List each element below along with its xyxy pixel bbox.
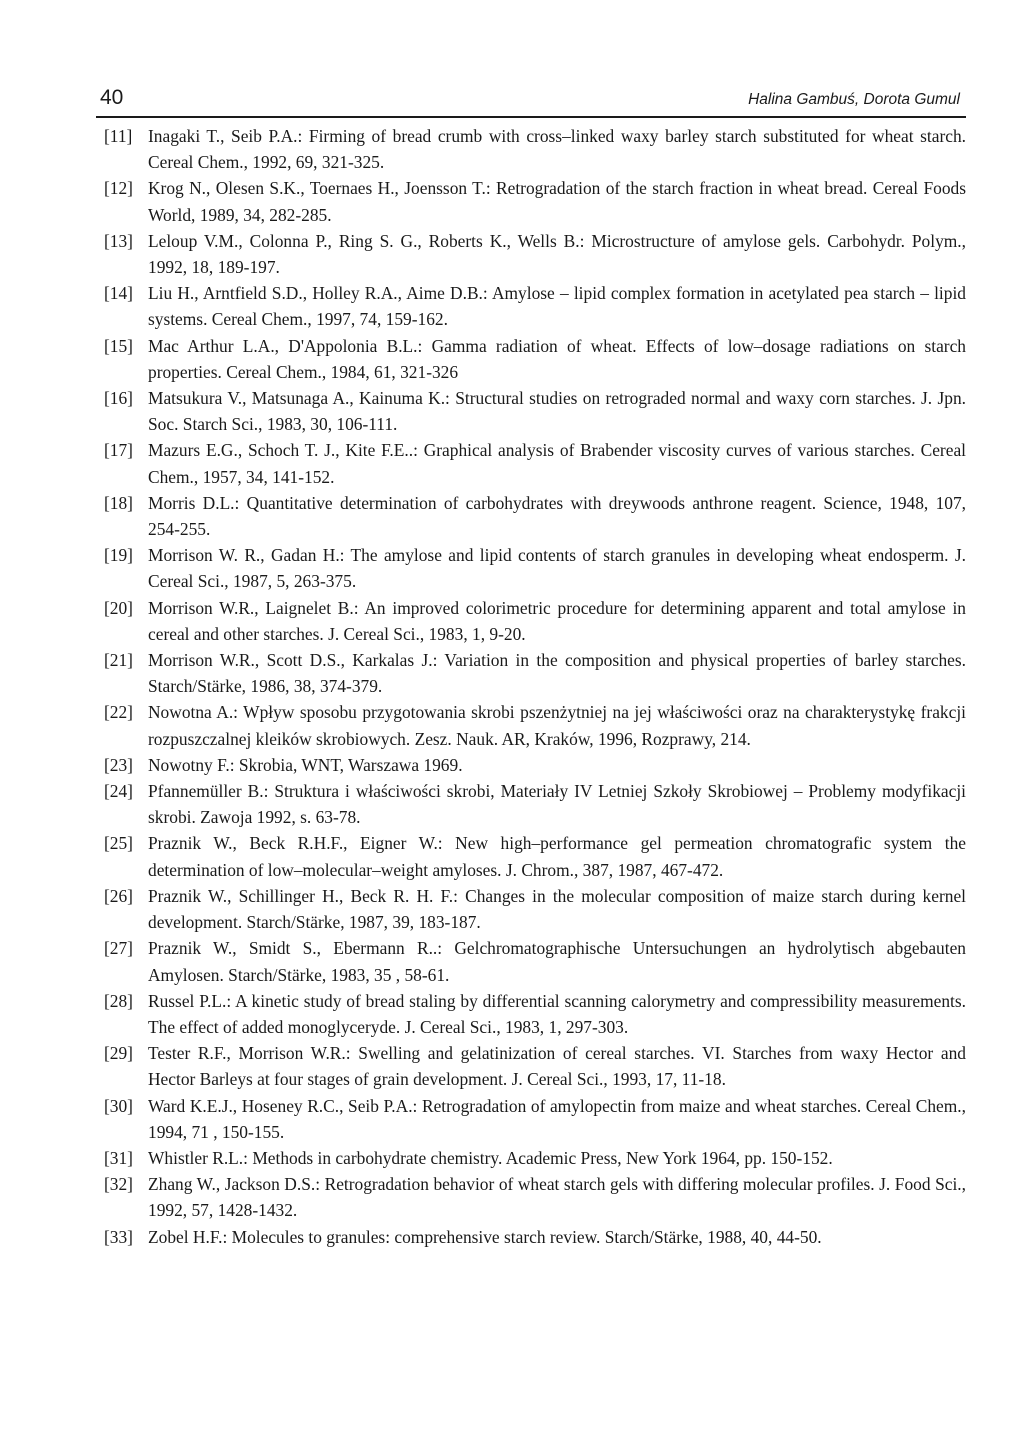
- reference-text: Whistler R.L.: Methods in carbohydrate chemistry. Academic Press, New York 1964, pp. 150-152.: [148, 1147, 833, 1168]
- reference-number: [21]: [104, 650, 133, 671]
- reference-item: [104, 175, 966, 227]
- reference-text: Morrison W.R., Scott D.S., Karkalas J.: Variation in the composition and physical properties of barley starches. Starch/Stärke, 1986, 38, 374-379.: [148, 650, 966, 697]
- reference-number: [27]: [104, 938, 133, 959]
- reference-number: [28]: [104, 990, 133, 1011]
- page-header: [96, 84, 966, 118]
- reference-item: [104, 280, 966, 332]
- reference-item: [104, 988, 966, 1040]
- reference-item: [104, 1171, 966, 1223]
- reference-number: [22]: [104, 702, 133, 723]
- reference-list: [104, 123, 966, 1250]
- reference-number: [26]: [104, 885, 133, 906]
- reference-item: [104, 542, 966, 594]
- reference-text: Morris D.L.: Quantitative determination of carbohydrates with dreywoods anthrone reagent. Science, 1948, 107, 254-255.: [148, 492, 966, 540]
- reference-item: [104, 935, 966, 987]
- reference-text: Zobel H.F.: Molecules to granules: comprehensive starch review. Starch/Stärke, 1988, 40, 44-50.: [148, 1226, 822, 1247]
- reference-text: Leloup V.M., Colonna P., Ring S. G., Roberts K., Wells B.: Microstructure of amylose gels. Carbohydr. Polym., 1992, 18, 189-197.: [148, 230, 966, 278]
- reference-number: [11]: [104, 126, 133, 146]
- reference-text: Zhang W., Jackson D.S.: Retrogradation behavior of wheat starch gels with differing molecular profiles. J. Food Sci., 1992, 57, 1428-1432.: [148, 1174, 966, 1221]
- reference-text: Morrison W. R., Gadan H.: The amylose and lipid contents of starch granules in developing wheat endosperm. J. Cereal Sci., 1987, 5, 263-375.: [148, 545, 966, 592]
- reference-item: [104, 1224, 966, 1250]
- reference-item: [104, 883, 966, 935]
- reference-text: Mac Arthur L.A., D'Appolonia B.L.: Gamma radiation of wheat. Effects of low–dosage radiations on starch properties. Cereal Chem., 1984, 61, 321-326: [148, 335, 966, 382]
- reference-text: Morrison W.R., Laignelet B.: An improved colorimetric procedure for determining apparent and total amylose in cereal and other starches. J. Cereal Sci., 1983, 1, 9-20.: [148, 597, 966, 644]
- reference-number: [15]: [104, 335, 133, 356]
- reference-item: [104, 437, 966, 489]
- reference-text: Pfannemüller B.: Struktura i właściwości skrobi, Materiały IV Letniej Szkoły Skrobiowej – Problemy modyfikacji skrobi. Zawoja 1992, s. 63-78.: [148, 781, 966, 828]
- reference-number: [33]: [104, 1226, 133, 1247]
- reference-text: Ward K.E.J., Hoseney R.C., Seib P.A.: Retrogradation of amylopectin from maize and wheat starches. Cereal Chem., 1994, 71 , 150-155.: [148, 1095, 966, 1142]
- reference-number: [17]: [104, 440, 133, 461]
- reference-number: [14]: [104, 283, 133, 304]
- reference-item: [104, 1145, 966, 1171]
- reference-text: Matsukura V., Matsunaga A., Kainuma K.: Structural studies on retrograded normal and waxy corn starches. J. Jpn. Soc. Starch Sci., 1983, 30, 106-111.: [148, 388, 966, 435]
- reference-item: [104, 595, 966, 647]
- reference-item: [104, 647, 966, 699]
- reference-number: [25]: [104, 833, 133, 854]
- reference-number: [12]: [104, 178, 133, 199]
- header-rule: [96, 116, 966, 118]
- reference-number: [24]: [104, 781, 133, 802]
- reference-number: [19]: [104, 545, 133, 566]
- reference-text: Tester R.F., Morrison W.R.: Swelling and gelatinization of cereal starches. VI. Starches from waxy Hector and Hector Barleys at four stages of grain development. J. Cereal Sci., 1993, 17, 11-18.: [148, 1043, 966, 1090]
- reference-number: [30]: [104, 1095, 133, 1116]
- reference-item: [104, 699, 966, 751]
- reference-item: [104, 385, 966, 437]
- reference-text: Nowotna A.: Wpływ sposobu przygotowania skrobi pszenżytniej na jej właściwości oraz na charakterystykę frakcji rozpuszczalnej kleików skrobiowych. Zesz. Nauk. AR, Kraków, 1996, Rozprawy, 214.: [148, 702, 966, 749]
- reference-item: [104, 1040, 966, 1092]
- reference-text: Russel P.L.: A kinetic study of bread staling by differential scanning calorymetry and compressibility measurements. The effect of added monoglyceryde. J. Cereal Sci., 1983, 1, 297-303.: [148, 990, 966, 1037]
- reference-item: [104, 778, 966, 830]
- reference-item: [104, 228, 966, 280]
- reference-text: Nowotny F.: Skrobia, WNT, Warszawa 1969.: [148, 754, 463, 775]
- reference-item: [104, 123, 966, 175]
- reference-number: [16]: [104, 388, 133, 409]
- reference-text: Praznik W., Smidt S., Ebermann R..: Gelchromatographische Untersuchungen an hydrolytisch abgebauten Amylosen. Starch/Stärke, 1983, 35 , 58-61.: [148, 938, 966, 985]
- reference-text: Liu H., Arntfield S.D., Holley R.A., Aime D.B.: Amylose – lipid complex formation in acetylated pea starch – lipid systems. Cereal Chem., 1997, 74, 159-162.: [148, 283, 966, 330]
- reference-text: Praznik W., Beck R.H.F., Eigner W.: New high–performance gel permeation chromatografic system the determination of low–molecular–weight amyloses. J. Chrom., 387, 1987, 467-472.: [148, 833, 966, 880]
- reference-item: [104, 1093, 966, 1145]
- reference-number: [13]: [104, 230, 133, 251]
- reference-item: [104, 830, 966, 882]
- reference-number: [32]: [104, 1174, 133, 1195]
- reference-text: Mazurs E.G., Schoch T. J., Kite F.E..: Graphical analysis of Brabender viscosity curves of various starches. Cereal Chem., 1957, 34, 141-152.: [148, 440, 966, 487]
- running-head-authors: Halina Gambuś, Dorota Gumul: [748, 91, 960, 108]
- reference-text: Krog N., Olesen S.K., Toernaes H., Joensson T.: Retrogradation of the starch fraction in wheat bread. Cereal Foods World, 1989, 34, 282-285.: [148, 178, 966, 225]
- reference-number: [29]: [104, 1043, 133, 1064]
- reference-text: Inagaki T., Seib P.A.: Firming of bread crumb with cross–linked waxy barley starch substituted for wheat starch. Cereal Chem., 1992, 69, 321-325.: [148, 126, 966, 173]
- reference-item: [104, 752, 966, 778]
- page-number: 40: [100, 86, 124, 109]
- reference-item: [104, 490, 966, 542]
- reference-number: [20]: [104, 597, 133, 618]
- reference-text: Praznik W., Schillinger H., Beck R. H. F.: Changes in the molecular composition of maize starch during kernel development. Starch/Stärke, 1987, 39, 183-187.: [148, 885, 966, 933]
- reference-item: [104, 333, 966, 385]
- reference-number: [31]: [104, 1147, 133, 1168]
- reference-number: [23]: [104, 754, 133, 775]
- reference-number: [18]: [104, 492, 133, 513]
